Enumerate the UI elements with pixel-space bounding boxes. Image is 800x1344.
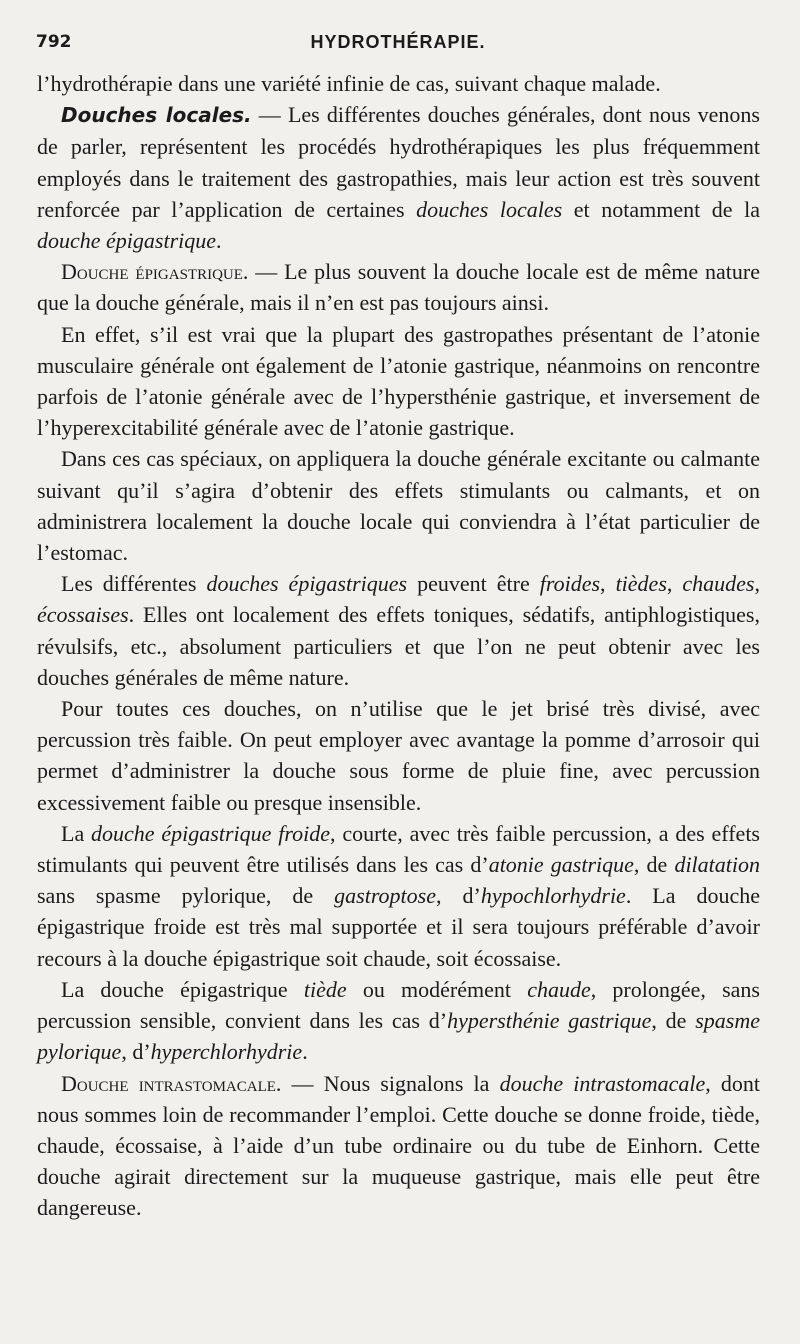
paragraph-differentes-douches bbox=[37, 568, 760, 693]
section-heading-douches-locales: Douches locales. bbox=[61, 103, 252, 128]
section-heading-douche-intrastomacale: Douche intrastomacale. bbox=[61, 1070, 282, 1096]
italic-term: douche épigastrique froide bbox=[91, 820, 330, 846]
page-header bbox=[36, 28, 760, 58]
body-text bbox=[37, 68, 760, 1224]
text-run: . bbox=[216, 228, 222, 254]
italic-term: chaude bbox=[527, 976, 591, 1002]
text-run: l’hydrothérapie dans une variété infinie de cas, suivant chaque malade. bbox=[37, 71, 661, 96]
paragraph-en-effet bbox=[37, 319, 760, 444]
text-run: . bbox=[302, 1039, 308, 1065]
text-run: Les différentes bbox=[61, 571, 207, 597]
paragraph-douche-froide bbox=[37, 818, 760, 974]
italic-term: douches épigastriques bbox=[206, 571, 408, 597]
paragraph-douche-epigastrique bbox=[37, 256, 760, 318]
text-run: La bbox=[61, 820, 92, 846]
italic-term: spasme pylorique bbox=[37, 1008, 761, 1065]
text-run: ou modérément bbox=[346, 976, 528, 1002]
italic-term: dilatation bbox=[674, 852, 760, 878]
text-run: Pour toutes ces douches, on n’utilise que le jet brisé très divisé, avec percussion très faible. On peut employer avec avantage la pomme d’arrosoir qui permet d’administrer la douche sous forme de pluie fine, avec percussion excessivement faible ou presque insensible. bbox=[37, 696, 760, 815]
paragraph-continuation bbox=[37, 68, 760, 99]
text-run: , bbox=[666, 571, 683, 597]
text-run: peuvent être bbox=[407, 571, 540, 597]
italic-term: écossaises bbox=[37, 602, 129, 628]
italic-term: gastroptose bbox=[334, 883, 436, 909]
running-title: HYDROTHÉRAPIE. bbox=[310, 32, 486, 52]
text-run: En effet, s’il est vrai que la plupart des gastropathes présentant de l’atonie musculaire générale ont également de l’atonie gastrique, néanmoins on rencontre parfois de l’atonie générale avec de l’hypersthénie gastrique, et inversement de l’hyperexcitabilité générale avec de l’atonie gastrique. bbox=[37, 321, 760, 441]
italic-term: hyperchlorhydrie bbox=[150, 1039, 303, 1065]
text-run: . La douche épigastrique froide est très mal supportée et il sera toujours préférable d’avoir recours à la douche épigastrique soit chaude, soit écossaise. bbox=[37, 883, 761, 971]
italic-term: douche intrastomacale bbox=[499, 1070, 706, 1096]
text-run: , bbox=[754, 571, 760, 597]
italic-term: hypersthénie gastrique bbox=[447, 1008, 652, 1034]
text-run: Dans ces cas spéciaux, on appliquera la douche générale excitante ou calmante suivant qu’il s’agira d’obtenir des effets stimulants ou calmants, et on administrera localement la douche locale qui conviendra à l’état particulier de l’estomac. bbox=[37, 446, 760, 566]
italic-term: tièdes bbox=[615, 571, 667, 597]
italic-term: chaudes bbox=[682, 571, 755, 597]
section-heading-douche-epigastrique: Douche épigastrique. bbox=[61, 259, 249, 285]
italic-term: tiède bbox=[303, 976, 347, 1002]
text-run: La douche épigastrique bbox=[61, 976, 304, 1002]
italic-term: froides bbox=[539, 571, 601, 597]
text-run: et notamment de la bbox=[562, 196, 761, 222]
italic-term: atonie gastrique bbox=[488, 852, 634, 878]
text-run: — Nous signalons la bbox=[281, 1070, 500, 1096]
italic-term: douche épigastrique bbox=[37, 228, 217, 254]
italic-term: douches locales bbox=[416, 196, 563, 222]
paragraph-cas-speciaux bbox=[37, 443, 760, 568]
text-run: , bbox=[600, 571, 616, 597]
text-run: — Le plus souvent la douche locale est de même nature que la douche générale, mais il n’en est pas toujours ainsi. bbox=[37, 259, 760, 316]
text-run: , de bbox=[633, 852, 675, 878]
text-run: . Elles ont localement des effets toniques, sédatifs, antiphlogistiques, révulsifs, etc., absolument particuliers et que l’on ne peut obtenir avec les douches générales de même nature. bbox=[37, 602, 760, 690]
text-run: , dont nous sommes loin de recommander l’emploi. Cette douche se donne froide, tiède, chaude, écossaise, à l’aide d’un tube ordinaire ou du tube de Einhorn. Cette douche agirait directement sur la muqueuse gastrique, mais elle peut être dangereuse. bbox=[37, 1070, 760, 1221]
text-run: , d’ bbox=[121, 1039, 151, 1065]
text-run: — Les différentes douches générales, dont nous venons de parler, représentent les procédés hydrothérapiques les plus fréquemment employés dans le traitement des gastropathies, mais leur action est très souvent renforcée par l’application de certaines bbox=[37, 102, 760, 222]
paragraph-douches-locales bbox=[37, 99, 760, 256]
text-run: , d’ bbox=[436, 883, 481, 909]
text-run: , courte, avec très faible percussion, a des effets stimulants qui peuvent être utilisés dans les cas d’ bbox=[37, 820, 760, 878]
text-run: sans spasme pylorique, de bbox=[37, 883, 335, 909]
text-run: , prolongée, sans percussion sensible, convient dans les cas d’ bbox=[37, 976, 760, 1034]
paragraph-douche-tiede bbox=[37, 974, 760, 1068]
paragraph-douche-intrastomacale bbox=[37, 1068, 760, 1224]
text-run: , de bbox=[651, 1008, 696, 1034]
page-number: 792 bbox=[36, 32, 72, 52]
italic-term: hypochlorhydrie bbox=[480, 883, 626, 909]
paragraph-toutes-ces-douches bbox=[37, 693, 760, 818]
